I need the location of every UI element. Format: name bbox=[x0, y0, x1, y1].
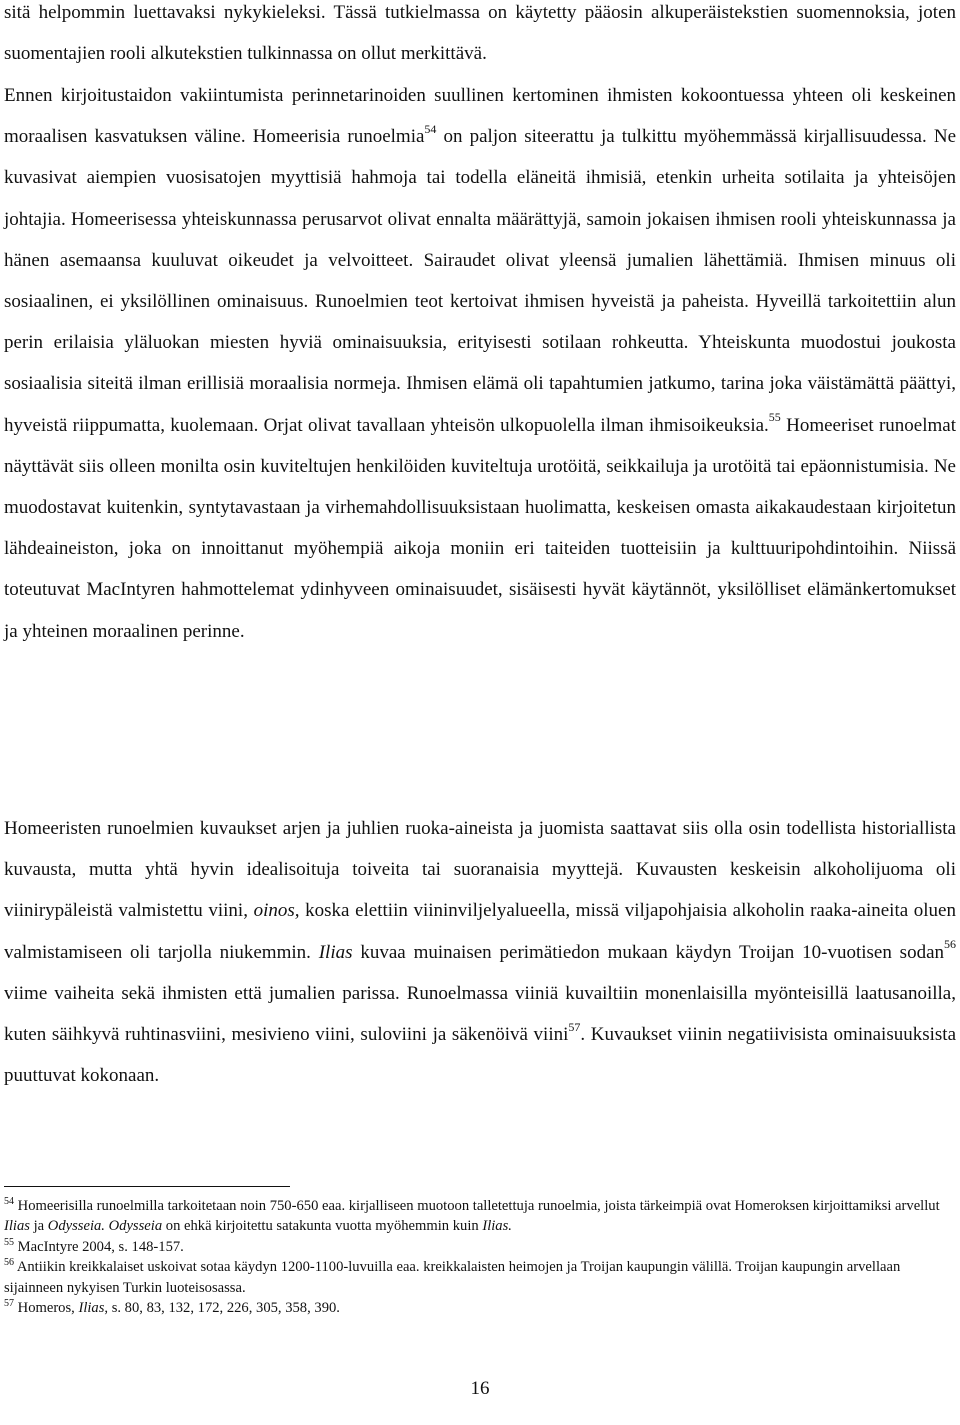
text-run: viime vaiheita sekä ihmisten että jumalien parissa. Runoelmassa viiniä kuvailtiin monenlaisilla myönteisillä laatusanoilla, kuten säihkyvä ruhtinasviini, mesivieno viini, suloviini ja säkenöivä viini bbox=[4, 982, 956, 1046]
footnote-marker: 55 bbox=[4, 1236, 14, 1248]
text-run: Antiikin kreikkalaiset uskoivat sotaa käydyn 1200-1100-luvuilla eaa. kreikkalaisten heimojen ja Troijan kaupungin välillä. Troijan kaupungin arvellaan sijainneen nykyisen Turkin luoteisosassa. bbox=[4, 1259, 901, 1296]
text-run: . Kuvaukset viinin negatiivisista ominaisuuksista puuttuvat kokonaan. bbox=[4, 1024, 956, 1087]
text-run: sitä helpommin luettavaksi nykykieleksi. Tässä tutkielmassa on käytetty pääosin alkuperäistekstien suomennoksia, joten suomentajien rooli alkutekstien tulkinnassa on ollut merkittävä. bbox=[4, 2, 956, 65]
paragraph-1 bbox=[4, 0, 956, 74]
footnote-marker: 55 bbox=[768, 410, 781, 425]
paragraph-2 bbox=[4, 75, 956, 652]
text-run: on paljon siteerattu ja tulkittu myöhemmässä kirjallisuudessa. Ne kuvasivat aiempien vuosisatojen myyttisiä hahmoja tai todella eläneitä ihmisiä, etenkin urheita sotilaita ja yhteisöjen johtajia. Homeerisessa yhteiskunnassa perusarvot olivat ennalta määrättyjä, samoin jokaisen ihmisen rooli yhteiskunnassa ja hänen asemaansa kuuluvat oikeudet ja velvoitteet. Sairaudet olivat yleensä jumalien lähettämiä. Ihmisen minuus oli sosiaalinen, ei yksilöllinen ominaisuus. Runoelmien teot kertoivat ihmisen hyveistä ja paheista. Hyveillä tarkoitettiin alun perin erilaisia yläluokan miesten hyviä ominaisuuksia, erityisesti sotilaan rohkeutta. Yhteiskunta muodostui joukosta sosiaalisia siteitä ilman erillisiä moraalisia normeja. Ihmisen elämä oli tapahtumien jatkumo, tarina joka väistämättä päättyi, hyveistä riippumatta, kuolemaan. Orjat olivat tavallaan yhteisön ulkopuolella ilman ihmisoikeuksia. bbox=[4, 126, 956, 436]
footnote-57 bbox=[4, 1298, 944, 1318]
footnote-marker: 54 bbox=[424, 121, 437, 136]
footnote-marker: 57 bbox=[568, 1019, 581, 1034]
italic-title: Odysseia bbox=[108, 1218, 163, 1235]
text-run: kuvaa muinaisen perimätiedon mukaan käydyn Troijan 10-vuotisen sodan bbox=[352, 941, 944, 963]
text-run: Ennen kirjoitustaidon vakiintumista perinnetarinoiden suullinen kertominen ihmisten kokoontuessa yhteen oli keskeinen moraalisen kasvatuksen väline. Homeerisia runoelmia bbox=[4, 85, 956, 148]
italic-title: Ilias bbox=[318, 941, 353, 963]
text-run: Homeros, bbox=[14, 1300, 79, 1317]
italic-title: Odysseia. bbox=[47, 1218, 105, 1235]
footnote-separator bbox=[4, 1186, 290, 1187]
text-run: , s. 80, 83, 132, 172, 226, 305, 358, 390. bbox=[104, 1300, 340, 1317]
italic-title: Ilias. bbox=[482, 1218, 512, 1235]
text-run: MacIntyre 2004, s. 148-157. bbox=[14, 1238, 184, 1255]
italic-title: Ilias bbox=[4, 1218, 30, 1235]
text-run: on ehkä kirjoitettu satakunta vuotta myöhemmin kuin bbox=[162, 1218, 483, 1235]
footnote-marker: 56 bbox=[4, 1257, 14, 1269]
footnote-marker: 57 bbox=[4, 1298, 14, 1310]
italic-title: oinos, bbox=[253, 900, 300, 922]
footnotes bbox=[4, 1196, 944, 1318]
footnote-marker: 54 bbox=[4, 1196, 14, 1208]
text-run: Homeerisilla runoelmilla tarkoitetaan noin 750-650 eaa. kirjalliseen muotoon talletettuja runoelmia, joista tärkeimpiä ovat Homeroksen kirjoittamiksi arvellut bbox=[14, 1198, 940, 1214]
italic-title: Ilias bbox=[78, 1300, 105, 1317]
footnote-56 bbox=[4, 1257, 944, 1298]
footnote-54 bbox=[4, 1196, 944, 1237]
footnote-55 bbox=[4, 1237, 944, 1257]
text-run: Homeeristen runoelmien kuvaukset arjen ja juhlien ruoka-aineista ja juomista saattavat siis olla osin todellista historiallista kuvausta, mutta yhtä hyvin idealisoituja toiveita tai suoranaisia myyttejä. Kuvausten keskeisin alkoholijuoma oli viinirypäleistä valmistettu viini, bbox=[4, 818, 956, 922]
paragraph-3 bbox=[4, 808, 956, 1096]
text-run: koska elettiin viininviljelyalueella, missä viljapohjaisia alkoholin raaka-aineita oluen valmistamiseen oli tarjolla niukemmin. bbox=[4, 900, 956, 963]
page-number: 16 bbox=[470, 1378, 490, 1399]
text-run: Homeeriset runoelmat näyttävät siis olleen monilta osin kuviteltujen henkilöiden kuviteltuja urotöitä, seikkailuja ja urotöitä tai epäonnistumisia. Ne muodostavat kuitenkin, syntytavastaan ja virhemahdollisuuksistaan huolimatta, keskeisen omasta aikakaudestaan kirjoitetun lähdeaineiston, joka on innoittanut myöhempiä aikoja moniin eri taiteiden tuotteisiin ja kulttuuripohdintoihin. Niissä toteutuvat MacIntyren hahmottelemat ydinhyveen ominaisuudet, sisäisesti hyvät käytännöt, yksilölliset elämänkertomukset ja yhteinen moraalinen perinne. bbox=[4, 414, 957, 642]
text-run: ja bbox=[29, 1218, 48, 1235]
footnote-marker: 56 bbox=[944, 937, 956, 952]
